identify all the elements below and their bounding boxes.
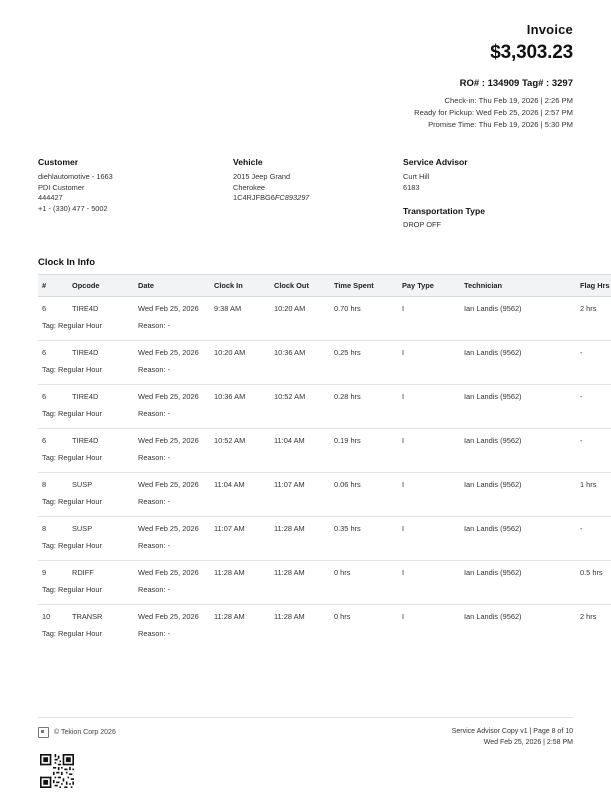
cell-clock-out: 10:36 AM: [270, 341, 330, 365]
cell-tag: Tag: Regular Hour: [42, 541, 102, 551]
cell-tag: Tag: Regular Hour: [42, 628, 102, 638]
cell-clock-in: 11:28 AM: [210, 604, 270, 628]
cell-time-spent: 0.19 hrs: [330, 429, 398, 453]
cell-pay-type: I: [398, 385, 460, 409]
cell-reason: Reason: -: [138, 497, 171, 507]
cell-opcode: TIRE4D: [68, 341, 134, 365]
cell-opcode: TIRE4D: [68, 429, 134, 453]
cell-number: 8: [38, 473, 68, 497]
clock-in-info-title: Clock In Info: [38, 257, 95, 269]
cell-clock-out: 11:28 AM: [270, 604, 330, 628]
transportation-type-value: DROP OFF: [403, 220, 442, 230]
cell-technician: Ian Landis (9562): [460, 473, 576, 497]
col-header-flag-hrs: Flag Hrs: [576, 275, 611, 297]
cell-technician: Ian Landis (9562): [460, 429, 576, 453]
cell-number: 8: [38, 517, 68, 541]
cell-clock-in: 10:52 AM: [210, 429, 270, 453]
table-row: [38, 385, 611, 409]
vehicle-description-line2: Cherokee: [233, 182, 266, 192]
table-row: [38, 473, 611, 497]
table-row: [38, 604, 611, 628]
cell-clock-out: 10:52 AM: [270, 385, 330, 409]
cell-pay-type: I: [398, 473, 460, 497]
qr-code-icon: [40, 754, 74, 788]
cell-clock-in: 9:38 AM: [214, 304, 242, 314]
cell-number: 6: [42, 304, 47, 314]
promise-time: Promise Time: Thu Feb 19, 2026 | 5:30 PM: [428, 120, 573, 129]
vin-suffix: FC893297: [274, 193, 310, 203]
cell-opcode: RDIFF: [68, 561, 134, 585]
cell-clock-out: 11:28 AM: [270, 561, 330, 585]
cell-time-spent: 0 hrs: [330, 604, 398, 628]
footer-copy-info: Service Advisor Copy v1 | Page 8 of 10: [451, 728, 573, 735]
cell-technician: Ian Landis (9562): [460, 385, 576, 409]
cell-time-spent: 0.35 hrs: [330, 517, 398, 541]
table-row: [38, 561, 611, 585]
col-header-date: Date: [134, 275, 210, 297]
cell-reason: Reason: -: [138, 365, 171, 375]
cell-flag-hrs: 1 hrs: [576, 473, 611, 497]
ready-for-pickup-time: Ready for Pickup: Wed Feb 25, 2026 | 2:57 PM: [414, 108, 573, 117]
cell-number: 9: [38, 561, 68, 585]
customer-block: [38, 157, 233, 231]
cell-time-spent: 0.28 hrs: [330, 385, 398, 409]
cell-flag-hrs: 2 hrs: [576, 604, 611, 628]
cell-date: Wed Feb 25, 2026: [134, 473, 210, 497]
col-header-pay-type: Pay Type: [398, 275, 460, 297]
col-header-clock-in: Clock In: [210, 275, 270, 297]
cell-opcode: SUSP: [68, 517, 134, 541]
table-header-row: [38, 275, 611, 297]
customer-contact: PDI Customer: [38, 182, 85, 192]
tekion-logo-icon: [38, 727, 49, 738]
cell-date: Wed Feb 25, 2026: [134, 561, 210, 585]
info-columns: [38, 157, 573, 231]
cell-reason: Reason: -: [138, 321, 171, 331]
cell-time-spent: 0.06 hrs: [330, 473, 398, 497]
cell-tag: Tag: Regular Hour: [42, 585, 102, 594]
footer-meta-block: [452, 727, 573, 748]
cell-date: Wed Feb 25, 2026: [134, 517, 210, 541]
cell-reason: Reason: -: [138, 409, 171, 419]
cell-technician: Ian Landis (9562): [460, 604, 576, 628]
service-advisor-heading: Service Advisor: [403, 157, 468, 167]
cell-reason: Reason: -: [138, 585, 171, 594]
cell-pay-type: I: [398, 604, 460, 628]
table-row-tag: [38, 585, 611, 604]
cell-technician: Ian Landis (9562): [464, 304, 522, 314]
cell-technician: Ian Landis (9562): [460, 341, 576, 365]
clock-in-table-body: [38, 297, 611, 648]
page-footer: [38, 717, 573, 748]
cell-date: Wed Feb 25, 2026: [138, 304, 199, 314]
footer-timestamp: Wed Feb 25, 2026 | 2:58 PM: [483, 738, 573, 746]
cell-pay-type: I: [398, 341, 460, 365]
col-header-number: #: [38, 275, 68, 297]
invoice-header: [38, 22, 573, 129]
customer-heading: Customer: [38, 157, 79, 167]
cell-clock-in: 10:36 AM: [210, 385, 270, 409]
cell-tag: Tag: Regular Hour: [42, 321, 102, 331]
footer-copyright-block: [38, 727, 116, 738]
cell-time-spent: 0.25 hrs: [330, 341, 398, 365]
vehicle-heading: Vehicle: [233, 157, 263, 167]
table-row-tag: [38, 453, 611, 472]
transportation-type-heading: Transportation Type: [403, 206, 485, 217]
cell-flag-hrs: -: [576, 341, 611, 365]
cell-reason: Reason: -: [138, 628, 171, 638]
col-header-technician: Technician: [460, 275, 576, 297]
cell-date: Wed Feb 25, 2026: [134, 385, 210, 409]
clock-in-table-head: [38, 275, 611, 297]
vehicle-block: [233, 157, 403, 231]
cell-tag: Tag: Regular Hour: [42, 497, 102, 507]
cell-time-spent: 0 hrs: [330, 561, 398, 585]
table-row-tag: [38, 541, 611, 560]
cell-tag: Tag: Regular Hour: [42, 409, 102, 419]
cell-opcode: TIRE4D: [68, 385, 134, 409]
invoice-total-amount: $3,303.23: [490, 42, 573, 63]
cell-time-spent: 0.70 hrs: [334, 304, 361, 314]
table-row: [38, 297, 611, 321]
table-row-tag: [38, 365, 611, 384]
cell-reason: Reason: -: [138, 541, 171, 551]
table-row: [38, 517, 611, 541]
cell-pay-type: I: [398, 561, 460, 585]
customer-name: diehlautomotive - 1663: [38, 172, 113, 181]
cell-pay-type: I: [398, 517, 460, 541]
clock-in-table: [38, 274, 611, 648]
cell-tag: Tag: Regular Hour: [42, 365, 102, 375]
cell-flag-hrs: 2 hrs: [580, 304, 597, 314]
col-header-clock-out: Clock Out: [270, 275, 330, 297]
cell-technician: Ian Landis (9562): [460, 561, 576, 585]
cell-flag-hrs: 0.5 hrs: [576, 561, 611, 585]
cell-clock-out: 11:28 AM: [270, 517, 330, 541]
cell-technician: Ian Landis (9562): [460, 517, 576, 541]
vin-prefix: 1C4RJFBG6: [233, 193, 275, 203]
cell-tag: Tag: Regular Hour: [42, 453, 102, 463]
cell-clock-in: 11:04 AM: [210, 473, 270, 497]
cell-date: Wed Feb 25, 2026: [134, 604, 210, 628]
cell-clock-out: 10:20 AM: [274, 304, 306, 314]
cell-reason: Reason: -: [138, 453, 171, 463]
cell-number: 6: [38, 429, 68, 453]
cell-pay-type: I: [398, 429, 460, 453]
cell-number: 10: [38, 604, 68, 628]
col-header-opcode: Opcode: [68, 275, 134, 297]
footer-copyright: © Tekion Corp 2026: [54, 729, 116, 736]
cell-opcode: TRANSR: [68, 604, 134, 628]
cell-opcode: SUSP: [68, 473, 134, 497]
col-header-time-spent: Time Spent: [330, 275, 398, 297]
cell-pay-type: I: [402, 304, 405, 314]
vehicle-description-line1: 2015 Jeep Grand: [233, 172, 291, 181]
cell-flag-hrs: -: [576, 517, 611, 541]
cell-clock-in: 10:20 AM: [210, 341, 270, 365]
cell-flag-hrs: -: [576, 429, 611, 453]
table-row-tag: [38, 629, 611, 648]
cell-flag-hrs: -: [576, 385, 611, 409]
customer-account: 444427: [38, 193, 63, 203]
table-row-tag: [38, 409, 611, 428]
table-row: [38, 341, 611, 365]
customer-phone: +1 - (330) 477 - 5002: [38, 204, 108, 214]
cell-number: 6: [38, 341, 68, 365]
table-row-tag: [38, 321, 611, 340]
cell-clock-in: 11:28 AM: [210, 561, 270, 585]
cell-date: Wed Feb 25, 2026: [134, 341, 210, 365]
cell-clock-in: 11:07 AM: [210, 517, 270, 541]
cell-clock-out: 11:04 AM: [270, 429, 330, 453]
service-advisor-id: 6183: [403, 182, 420, 192]
ro-tag-line: RO# : 134909 Tag# : 3297: [459, 78, 573, 89]
check-in-time: Check-in: Thu Feb 19, 2026 | 2:26 PM: [444, 96, 573, 105]
cell-number: 6: [38, 385, 68, 409]
cell-opcode: TIRE4D: [72, 304, 99, 314]
service-advisor-name: Curt Hill: [403, 172, 430, 181]
page-title: Invoice: [526, 22, 573, 37]
vehicle-vin: [233, 193, 403, 204]
table-row-tag: [38, 497, 611, 516]
cell-clock-out: 11:07 AM: [270, 473, 330, 497]
table-row: [38, 429, 611, 453]
cell-date: Wed Feb 25, 2026: [134, 429, 210, 453]
service-advisor-block: [403, 157, 563, 231]
